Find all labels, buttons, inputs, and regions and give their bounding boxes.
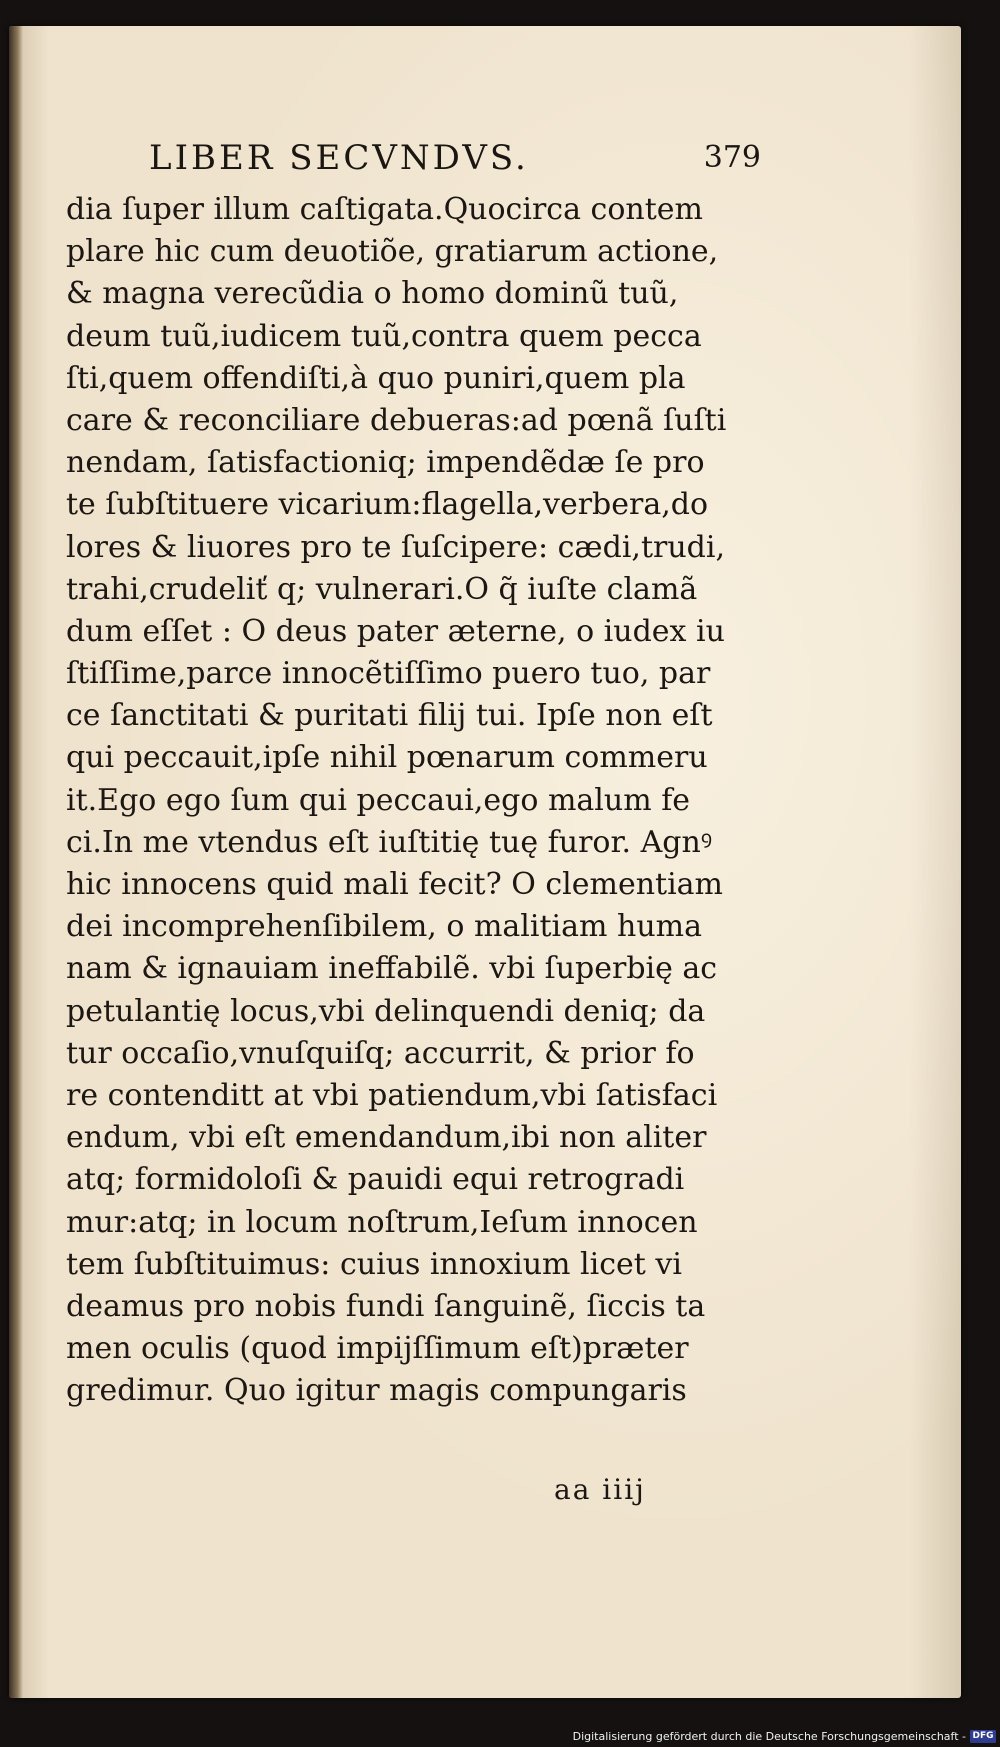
book-page	[9, 26, 961, 1698]
text-line: tem ſubſtituimus: cuius innoxium licet vi	[66, 1246, 682, 1282]
text-line: endum, vbi eſt emendandum,ibi non aliter	[66, 1120, 707, 1156]
text-line: deamus pro nobis fundi ſanguinẽ, ſiccis ta	[66, 1288, 706, 1324]
text-line: ſti,quem offendiſti,à quo puniri,quem pla	[66, 360, 686, 396]
text-line: deum tuũ,iudicem tuũ,contra quem pecca	[66, 318, 702, 354]
text-line: te ſubſtituere vicarium:flagella,verbera,do	[66, 487, 709, 523]
text-line: plare hic cum deuotiõe, gratiarum actione,	[66, 234, 719, 270]
text-line: qui peccauit,ipſe nihil pœnarum commeru	[66, 740, 708, 776]
text-line: re contenditt at vbi patiendum,vbi ſatisfaci	[66, 1077, 718, 1113]
page-number: 379	[703, 140, 761, 175]
text-line: care & reconciliare debueras:ad pœnã ſuſti	[66, 402, 727, 438]
text-line: mur:atq; in locum noſtrum,Ieſum innocen	[66, 1204, 698, 1240]
text-line: dia ſuper illum caſtigata.Quocirca contem	[66, 192, 703, 227]
text-line: men oculis (quod impijſſimum eſt)præter	[66, 1331, 689, 1367]
text-line: gredimur. Quo igitur magis compungaris	[66, 1373, 687, 1409]
digitization-credit: Digitalisierung gefördert durch die Deutsche Forschungsgemeinschaft -	[572, 1730, 966, 1743]
dfg-logo-icon: DFG	[970, 1730, 996, 1743]
running-head: LIBER SECVNDVS.	[149, 138, 529, 178]
body-text	[66, 189, 786, 1412]
text-line: & magna verecũdia o homo dominũ tuũ,	[66, 276, 679, 312]
text-line: ce ſanctitati & puritati filij tui. Ipſe non eſt	[66, 698, 713, 734]
text-line: dei incomprehenſibilem, o malitiam huma	[66, 909, 702, 945]
text-line: nam & ignauiam ineffabilẽ. vbi ſuperbię ac	[66, 951, 718, 987]
text-line: nendam, ſatisfactioniq; impendẽdæ ſe pro	[66, 445, 705, 481]
page-header	[149, 138, 761, 186]
text-line: atq; formidoloſi & pauidi equi retrogradi	[66, 1162, 685, 1198]
text-line: petulantię locus,vbi delinquendi deniq; da	[66, 993, 706, 1029]
text-line: tur occaſio,vnuſquiſq; accurrit, & prior fo	[66, 1035, 695, 1071]
text-line: ſtiſſime,parce innocẽtiſſimo puero tuo, par	[66, 656, 711, 692]
signature-mark: aa iiij	[554, 1473, 646, 1506]
text-line: it.Ego ego ſum qui peccaui,ego malum fe	[66, 782, 691, 818]
text-line: dum eſſet : O deus pater æterne, o iudex iu	[66, 613, 725, 649]
text-line: trahi,crudeliť q; vulnerari.O q̃ iuſte clamã	[66, 571, 698, 607]
text-line: ci.In me vtendus eſt iuſtitię tuę furor. Agnꝰ	[66, 824, 713, 860]
text-line: lores & liuores pro te ſuſcipere: cædi,trudi,	[66, 529, 726, 565]
text-line: hic innocens quid mali fecit? O clementiam	[66, 867, 723, 902]
